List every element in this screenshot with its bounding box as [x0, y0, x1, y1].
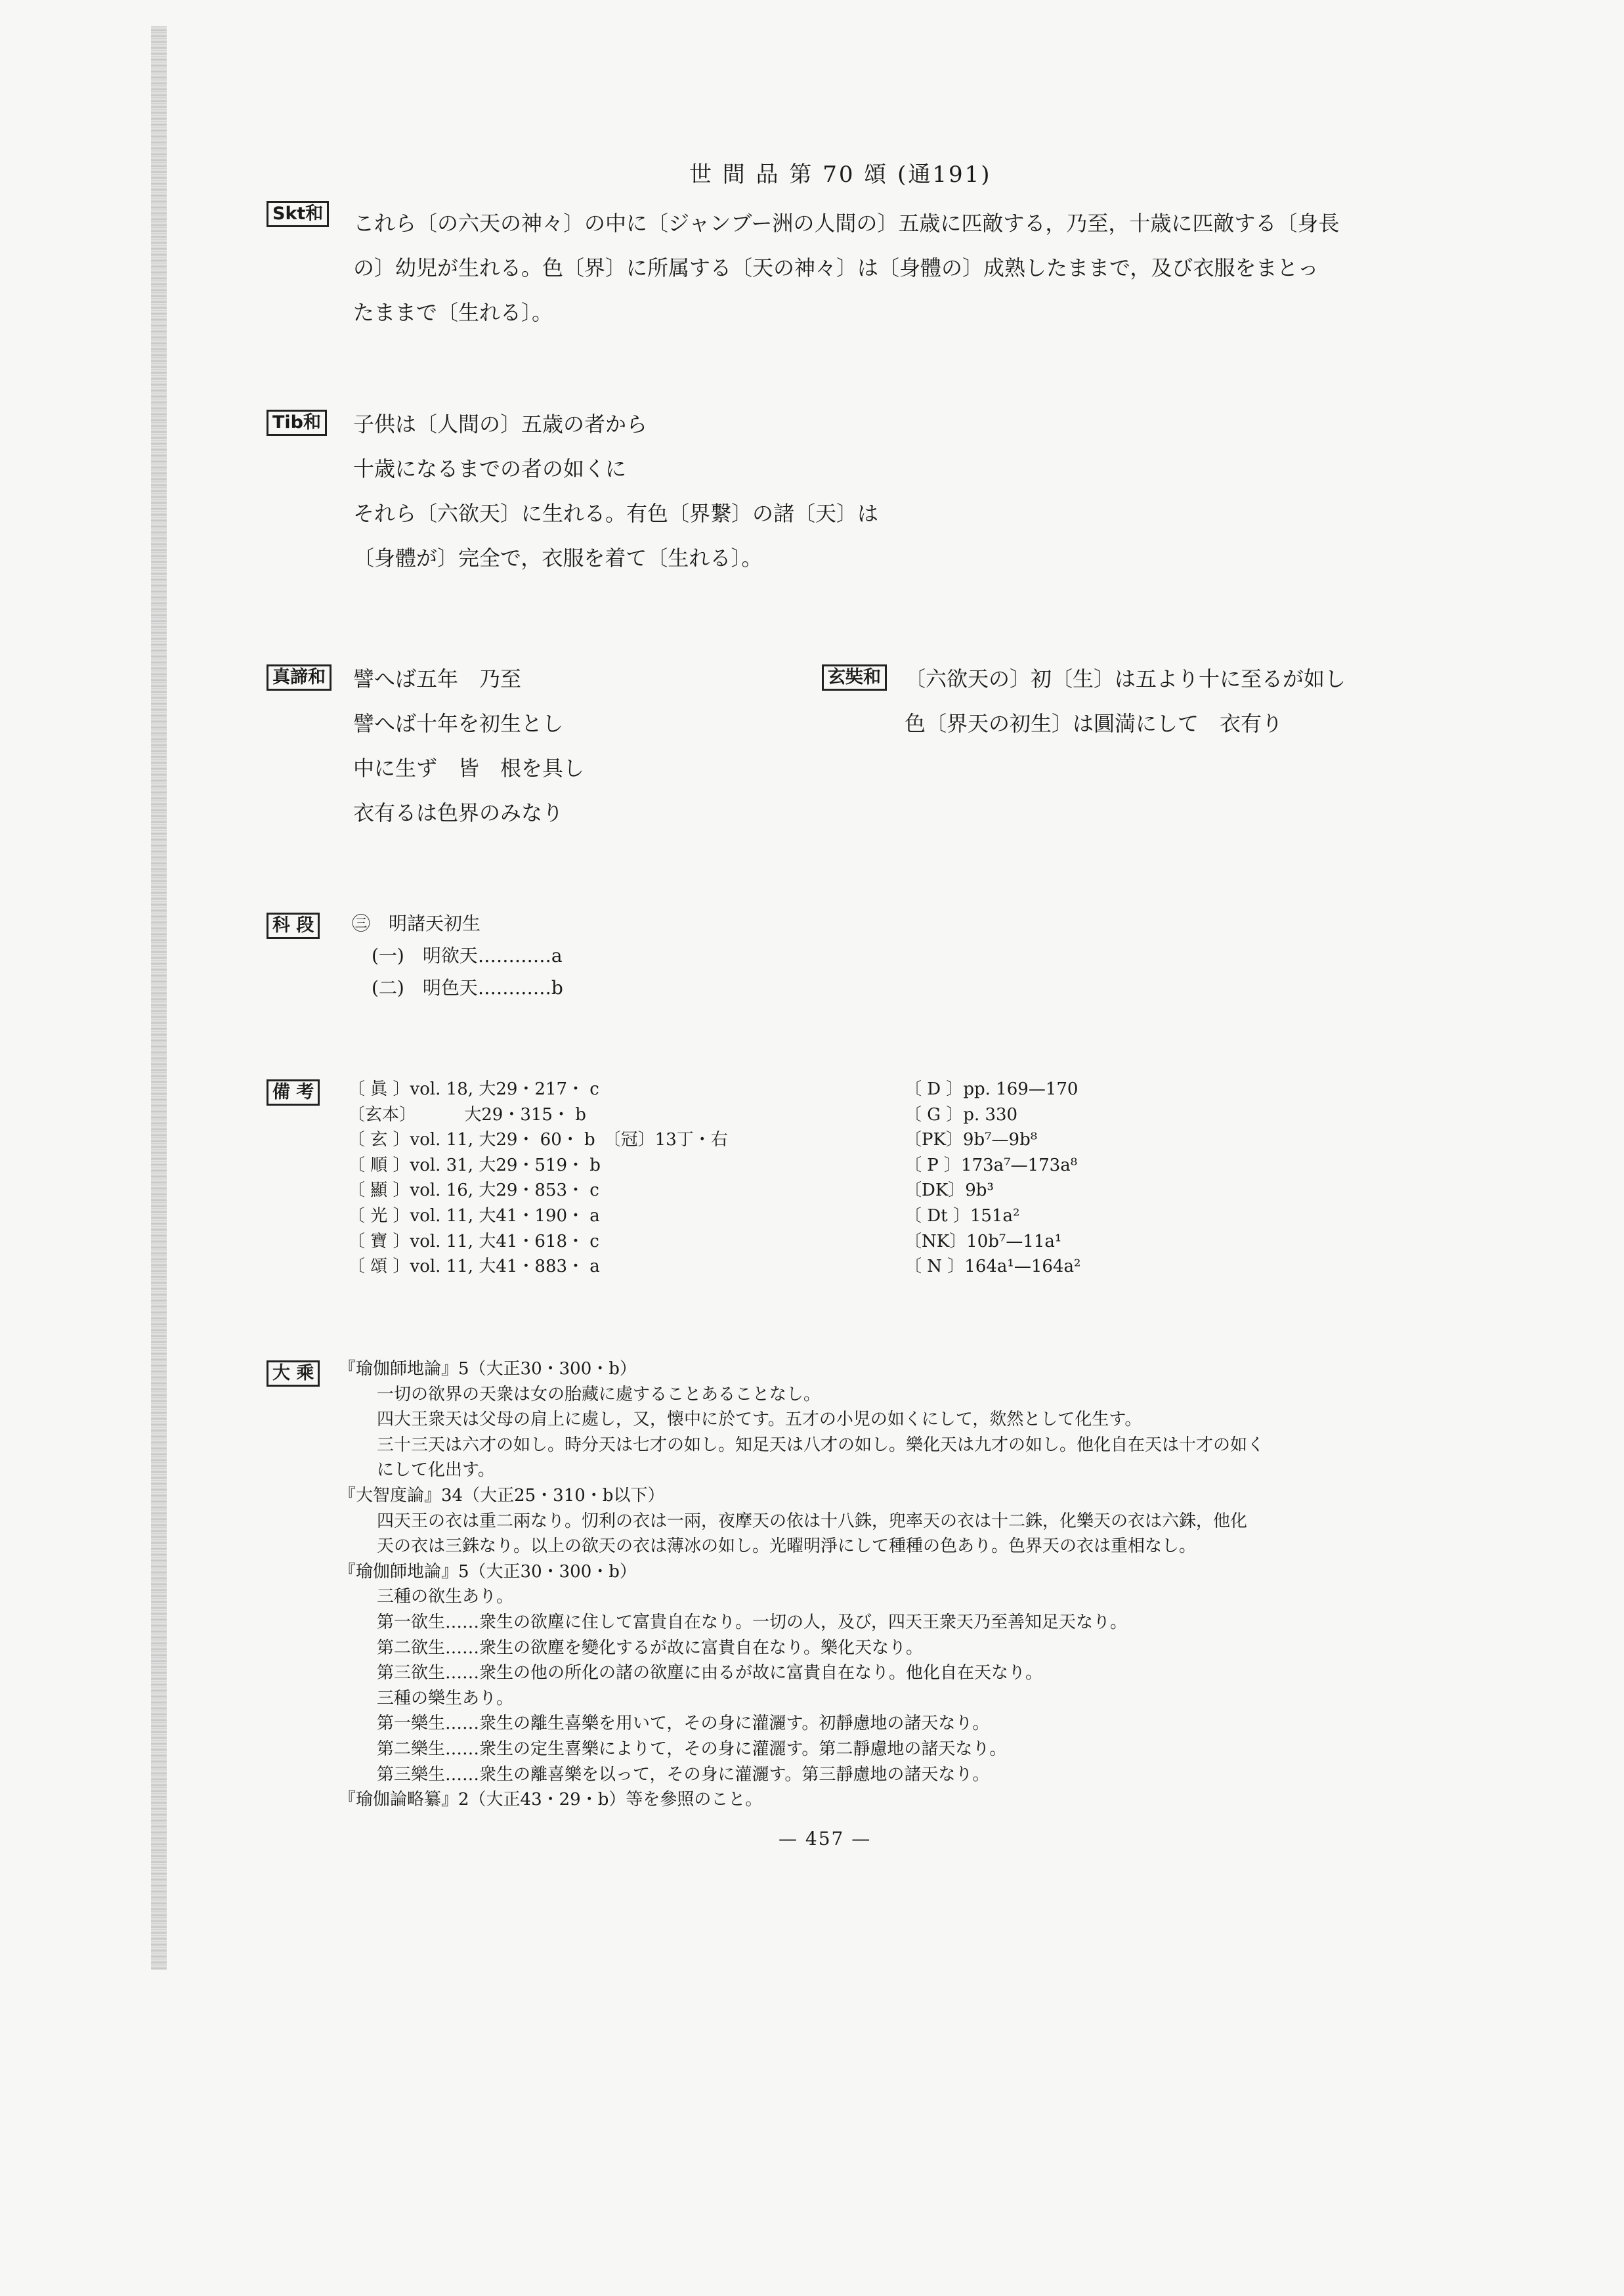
biko-ref-row: 〔 顯 〕vol. 16, 大29・853・ c — [348, 1180, 599, 1201]
biko-right-column — [905, 1077, 1080, 1280]
tib-line: それら〔六欲天〕に生れる。有色〔界繋〕の諸〔天〕は — [353, 501, 879, 526]
daijo-body-line: 第三欲生……衆生の他の所化の諸の欲塵に由るが故に富貴自在なり。他化自在天なり。 — [377, 1663, 1043, 1683]
kadan-item: (二) 明色天…………b — [372, 977, 563, 999]
shindai-label: 真諦和 — [267, 664, 331, 691]
daijo-body-line: 三種の欲生あり。 — [377, 1587, 514, 1607]
genjo-line: 色〔界天の初生〕は圓満にして 衣有り — [905, 711, 1283, 736]
shindai-line: 譬へば五年 乃至 — [353, 666, 522, 691]
daijo-body-line: 一切の欲界の天衆は女の胎藏に處することあることなし。 — [377, 1384, 821, 1404]
biko-label: 備 考 — [267, 1079, 320, 1106]
biko-ref-row: 〔 寶 〕vol. 11, 大41・618・ c — [348, 1231, 599, 1251]
biko-ref-row: 〔 眞 〕vol. 18, 大29・217・ c — [348, 1079, 599, 1099]
tib-line: 十歳になるまでの者の如くに — [353, 456, 627, 481]
daijo-source-line: 『瑜伽師地論』5（大正30・300・b） — [339, 1359, 637, 1379]
biko-ref-row: 〔 D 〕pp. 169—170 — [905, 1079, 1079, 1099]
daijo-body-line: 三十三天は六才の如し。時分天は七才の如し。知足天は八才の如し。樂化天は九才の如し。他化自在天は十才の如く — [377, 1435, 1265, 1455]
daijo-text — [339, 1356, 1264, 1813]
kadan-items — [352, 940, 563, 1004]
tib-text — [353, 402, 878, 580]
daijo-body-line: 第三樂生……衆生の離喜樂を以って，その身に灌灑す。第三靜慮地の諸天なり。 — [377, 1764, 990, 1785]
skt-line: これら〔の六天の神々〕の中に〔ジャンブー洲の人間の〕五歳に匹敵する，乃至，十歳に匹敵する〔身長 — [353, 211, 1340, 236]
daijo-body-line: 三種の樂生あり。 — [377, 1688, 514, 1708]
skt-line: たままで〔生れる〕。 — [353, 300, 553, 325]
kadan-block — [352, 907, 563, 1004]
biko-ref-row: 〔玄本〕 大29・315・ b — [348, 1104, 586, 1125]
biko-ref-row: 〔 順 〕vol. 31, 大29・519・ b — [348, 1155, 601, 1175]
daijo-body-line: 第一樂生……衆生の離生喜樂を用いて，その身に灌灑す。初靜慮地の諸天なり。 — [377, 1714, 990, 1734]
shindai-line: 譬へば十年を初生とし — [353, 711, 564, 736]
tib-line: 子供は〔人間の〕五歳の者から — [353, 412, 648, 437]
biko-ref-row: 〔 P 〕173a⁷—173a⁸ — [905, 1155, 1078, 1175]
page-number: — 457 — — [779, 1828, 872, 1850]
biko-ref-row: 〔DK〕9b³ — [905, 1180, 994, 1201]
daijo-source-line: 『大智度論』34（大正25・310・b以下） — [339, 1485, 665, 1505]
daijo-source-line: 『瑜伽師地論』5（大正30・300・b） — [339, 1561, 637, 1582]
biko-left-column — [348, 1077, 728, 1280]
scan-spine-shadow — [151, 26, 167, 1970]
daijo-body-line: 第二欲生……衆生の欲塵を變化するが故に富貴自在なり。樂化天なり。 — [377, 1637, 924, 1658]
skt-label: Skt和 — [267, 201, 329, 227]
shindai-line: 衣有るは色界のみなり — [353, 800, 564, 825]
biko-ref-row: 〔 N 〕164a¹—164a² — [905, 1257, 1081, 1277]
biko-ref-row: 〔 光 〕vol. 11, 大41・190・ a — [348, 1205, 600, 1226]
page-title: 世 間 品 第 70 頌 (通191) — [689, 162, 992, 188]
biko-ref-row: 〔 G 〕p. 330 — [905, 1104, 1018, 1125]
tib-label: Tib和 — [267, 410, 327, 436]
biko-ref-row: 〔NK〕10b⁷—11a¹ — [905, 1231, 1062, 1251]
biko-ref-row: 〔 Dt 〕151a² — [905, 1205, 1020, 1226]
daijo-body-line: 第二樂生……衆生の定生喜樂によりて，その身に灌灑す。第二靜慮地の諸天なり。 — [377, 1739, 1007, 1759]
kadan-label: 科 段 — [267, 913, 320, 939]
skt-line: の〕幼児が生れる。色〔界〕に所属する〔天の神々〕は〔身體の〕成熟したままで，及び衣服をまとっ — [353, 255, 1319, 280]
shindai-line: 中に生ず 皆 根を具し — [353, 756, 585, 781]
biko-ref-row: 〔 玄 〕vol. 11, 大29・ 60・ b 〔冠〕13丁・右 — [348, 1130, 728, 1150]
biko-ref-row: 〔PK〕9b⁷—9b⁸ — [905, 1130, 1038, 1150]
tib-line: 〔身體が〕完全で，衣服を着て〔生れる〕。 — [353, 546, 763, 571]
daijo-body-line: 天の衣は三銖なり。以上の欲天の衣は薄冰の如し。光曜明淨にして種種の色あり。色界天の衣は重相なし。 — [377, 1536, 1197, 1557]
genjo-line: 〔六欲天の〕初〔生〕は五より十に至るが如し — [905, 666, 1346, 691]
genjo-text — [905, 657, 1346, 746]
biko-ref-row: 〔 頌 〕vol. 11, 大41・883・ a — [348, 1257, 600, 1277]
daijo-body-line: 第一欲生……衆生の欲塵に住して富貴自在なり。一切の人，及び，四天王衆天乃至善知足天なり。 — [377, 1612, 1127, 1632]
skt-text — [353, 201, 1339, 335]
daijo-body-line: にして化出す。 — [377, 1460, 495, 1481]
daijo-body-line: 四大王衆天は父母の肩上に處し，又，懐中に於てす。五才の小児の如くにして，欻然として化生す。 — [377, 1410, 1142, 1430]
kadan-item: (一) 明欲天…………a — [372, 945, 563, 966]
daijo-body-line: 四天王の衣は重二兩なり。忉利の衣は一兩，夜摩天の依は十八銖，兜率天の衣は十二銖，化樂天の衣は六銖，他化 — [377, 1511, 1248, 1531]
kadan-head: ㊂ 明諸天初生 — [352, 913, 481, 934]
daijo-source-line: 『瑜伽論略纂』2（大正43・29・b）等を參照のこと。 — [339, 1790, 763, 1810]
shindai-text — [353, 657, 584, 835]
daijo-label: 大 乘 — [267, 1360, 320, 1387]
genjo-label: 玄奘和 — [822, 664, 887, 691]
